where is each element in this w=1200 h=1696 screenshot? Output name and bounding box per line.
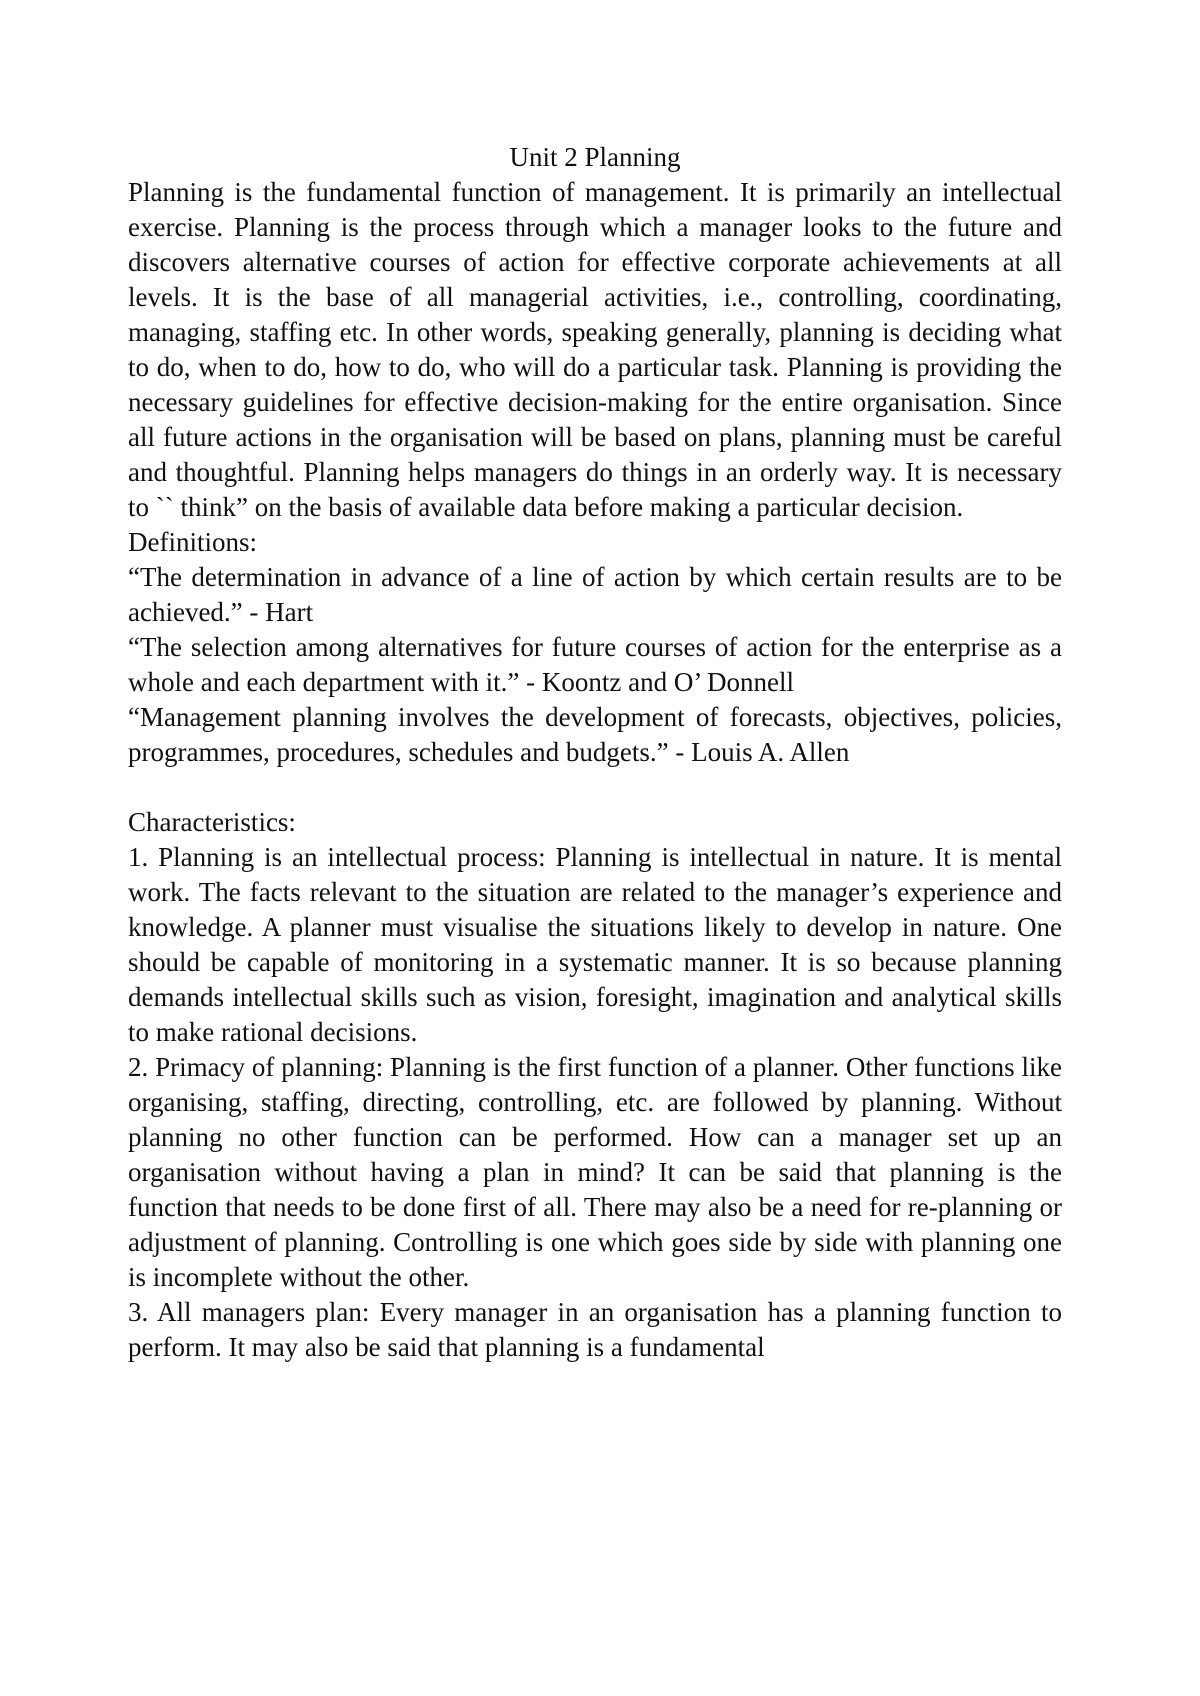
definitions-heading: Definitions: <box>128 527 257 557</box>
characteristic-2: 2. Primacy of planning: Planning is the first function of a planner. Other functions like organising, staffing, directing, controlling, etc. are followed by planning. Without planning no other function can be performed. How can a manager set up an organisation without having a plan in mind? It can be said that planning is the function that needs to be done first of all. There may also be a need for re-planning or adjustment of planning. Controlling is one which goes side by side with planning one is incomplete without the other. <box>128 1052 1062 1292</box>
definition-koontz: “The selection among alternatives for future courses of action for the enterprise as a whole and each department with it.” - Koontz and O’ Donnell <box>128 632 1062 697</box>
intro-paragraph: Planning is the fundamental function of management. It is primarily an intellectual exercise. Planning is the process through which a manager looks to the future and discovers alternative courses of action for effective corporate achievements at all levels. It is the base of all managerial activities, i.e., controlling, coordinating, managing, staffing etc. In other words, speaking generally, planning is deciding what to do, when to do, how to do, who will do a particular task. Planning is providing the necessary guidelines for effective decision-making for the entire organisation. Since all future actions in the organisation will be based on plans, planning must be careful and thoughtful. Planning helps managers do things in an orderly way. It is necessary to `` think” on the basis of available data before making a particular decision. <box>128 177 1062 522</box>
document-page <box>128 140 1062 1365</box>
characteristics-heading: Characteristics: <box>128 807 296 837</box>
definition-hart: “The determination in advance of a line of action by which certain results are to be achieved.” - Hart <box>128 562 1062 627</box>
blank-line <box>128 770 1062 805</box>
characteristic-1: 1. Planning is an intellectual process: Planning is intellectual in nature. It is mental work. The facts relevant to the situation are related to the manager’s experience and knowledge. A planner must visualise the situations likely to develop in nature. One should be capable of monitoring in a systematic manner. It is so because planning demands intellectual skills such as vision, foresight, imagination and analytical skills to make rational decisions. <box>128 842 1062 1047</box>
definition-allen: “Management planning involves the development of forecasts, objectives, policies, programmes, procedures, schedules and budgets.” - Louis A. Allen <box>128 702 1062 767</box>
page-title: Unit 2 Planning <box>509 142 681 172</box>
characteristic-3: 3. All managers plan: Every manager in an organisation has a planning function to perform. It may also be said that planning is a fundamental <box>128 1297 1062 1362</box>
